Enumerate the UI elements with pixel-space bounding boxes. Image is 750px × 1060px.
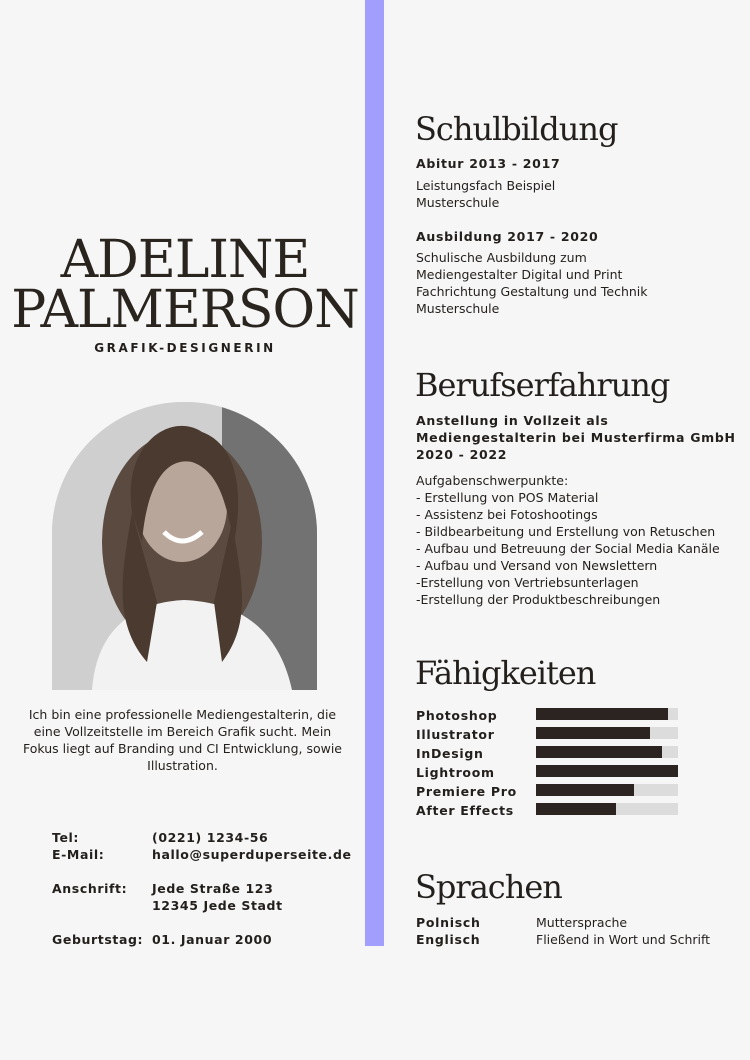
tel-label: Tel: (52, 830, 80, 845)
about-text: Ich bin eine professionelle Mediengestalterin, die eine Vollzeitstelle im Bereich Grafik sucht. Mein Fokus liegt auf Branding und CI Entwicklung, sowie Illustration. (22, 707, 342, 773)
skill-name-after-effects: After Effects (416, 803, 514, 818)
job-title: GRAFIK-DESIGNERIN (94, 341, 276, 355)
language-level-1: Muttersprache (536, 915, 628, 930)
experience-line-5: - Aufbau und Betreuung der Social Media Kanäle (416, 541, 720, 556)
skill-fill (536, 727, 650, 739)
skill-fill (536, 784, 634, 796)
last-name: PALMERSON (11, 280, 359, 340)
skill-bar-photoshop (536, 708, 678, 720)
skill-bar-after-effects (536, 803, 678, 815)
education-entry-2-line-3: Fachrichtung Gestaltung und Technik (416, 284, 648, 299)
skill-bar-lightroom (536, 765, 678, 777)
languages-heading: Sprachen (415, 868, 562, 906)
skill-fill (536, 803, 616, 815)
birthday-value: 01. Januar 2000 (152, 932, 273, 947)
birthday-label: Geburtstag: (52, 932, 144, 947)
experience-heading: Berufserfahrung (415, 366, 670, 404)
language-level-2: Fließend in Wort und Schrift (536, 932, 711, 947)
education-entry-2-line-4: Musterschule (416, 301, 500, 316)
address-line-1: Jede Straße 123 (152, 881, 274, 896)
address-line-2: 12345 Jede Stadt (152, 898, 283, 913)
skill-bar-indesign (536, 746, 678, 758)
first-name: ADELINE (60, 230, 310, 290)
education-heading: Schulbildung (415, 110, 618, 148)
experience-line-7: -Erstellung von Vertriebsunterlagen (416, 575, 639, 590)
skill-name-lightroom: Lightroom (416, 765, 495, 780)
skill-name-indesign: InDesign (416, 746, 484, 761)
accent-divider (365, 0, 384, 946)
experience-line-2: - Erstellung von POS Material (416, 490, 599, 505)
language-name-2: Englisch (416, 932, 481, 947)
experience-line-6: - Aufbau und Versand von Newslettern (416, 558, 658, 573)
skill-fill (536, 746, 662, 758)
education-entry-1-line-2: Musterschule (416, 195, 500, 210)
skill-name-premiere-pro: Premiere Pro (416, 784, 517, 799)
experience-line-8: -Erstellung der Produktbeschreibungen (416, 592, 661, 607)
education-entry-2-line-1: Schulische Ausbildung zum (416, 250, 587, 265)
education-entry-2-line-2: Mediengestalter Digital und Print (416, 267, 623, 282)
experience-line-1: Aufgabenschwerpunkte: (416, 473, 569, 488)
education-entry-2-title: Ausbildung 2017 - 2020 (416, 229, 599, 244)
skill-name-photoshop: Photoshop (416, 708, 498, 723)
address-label: Anschrift: (52, 881, 128, 896)
tel-value: (0221) 1234-56 (152, 830, 269, 845)
skill-bar-premiere-pro (536, 784, 678, 796)
portrait-illustration (52, 402, 317, 690)
skill-fill (536, 708, 668, 720)
experience-title-line-3: 2020 - 2022 (416, 447, 508, 462)
email-value: hallo@superduperseite.de (152, 847, 352, 862)
skill-name-illustrator: Illustrator (416, 727, 495, 742)
profile-photo (52, 402, 317, 690)
experience-line-3: - Assistenz bei Fotoshootings (416, 507, 598, 522)
experience-line-4: - Bildbearbeitung und Erstellung von Retuschen (416, 524, 716, 539)
skill-bar-illustrator (536, 727, 678, 739)
education-entry-1-title: Abitur 2013 - 2017 (416, 156, 561, 171)
skills-heading: Fähigkeiten (415, 654, 596, 692)
experience-title-line-2: Mediengestalterin bei Musterfirma GmbH (416, 430, 736, 445)
experience-title-line-1: Anstellung in Vollzeit als (416, 413, 609, 428)
skill-fill (536, 765, 678, 777)
language-name-1: Polnisch (416, 915, 481, 930)
education-entry-1-line-1: Leistungsfach Beispiel (416, 178, 556, 193)
email-label: E-Mail: (52, 847, 105, 862)
